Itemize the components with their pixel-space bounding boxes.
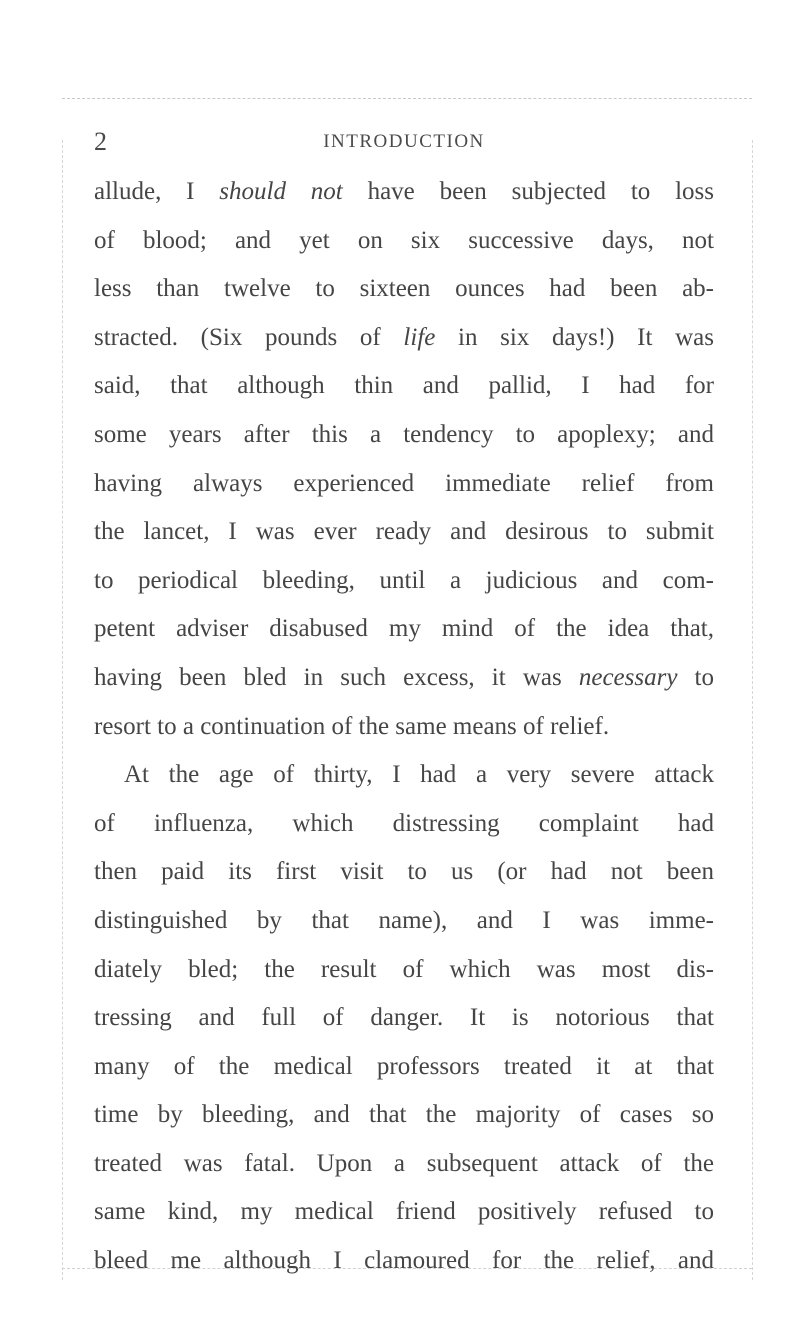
text-line: tressing and full of danger. It is notorious that xyxy=(94,1004,714,1032)
text-line: many of the medical professors treated it at that xyxy=(94,1052,714,1080)
text-line: less than twelve to sixteen ounces had been ab- xyxy=(94,275,714,303)
page-header xyxy=(94,124,714,160)
emphasis: necessary xyxy=(578,663,678,691)
text-line: distinguished by that name), and I was imme- xyxy=(94,906,714,934)
right-page-edge xyxy=(752,140,753,1280)
text-line: diately bled; the result of which was most dis- xyxy=(94,955,714,983)
paragraph-start-line: At the age of thirty, I had a very severe attack xyxy=(124,761,714,789)
text-line: some years after this a tendency to apoplexy; and xyxy=(94,420,714,448)
text-line: of influenza, which distressing complaint had xyxy=(94,809,714,837)
text-line: time by bleeding, and that the majority of cases so xyxy=(94,1101,714,1129)
text-line: having always experienced immediate relief from xyxy=(94,469,714,497)
left-page-edge xyxy=(62,140,63,1280)
paragraph-end-line: resort to a continuation of the same means of relief. xyxy=(94,712,610,740)
bottom-scan-rule xyxy=(62,1268,752,1269)
emphasis: should not xyxy=(219,178,343,205)
text-line: the lancet, I was ever ready and desirous to submit xyxy=(94,518,714,546)
text-line: to periodical bleeding, until a judicious and com- xyxy=(94,566,714,594)
text-line: having been bled in such excess, it was necessary to xyxy=(94,663,714,691)
text-line: same kind, my medical friend positively refused to xyxy=(94,1198,714,1226)
running-head: INTRODUCTION xyxy=(323,131,485,152)
page-number: 2 xyxy=(94,127,107,156)
emphasis: life xyxy=(403,323,436,351)
text-line: bleed me although I clamoured for the relief, and xyxy=(94,1247,714,1275)
text-line: of blood; and yet on six successive days, not xyxy=(94,226,714,254)
text-line: stracted. (Six pounds of life in six days!) It was xyxy=(94,323,714,351)
text-line: petent adviser disabused my mind of the idea that, xyxy=(94,615,714,643)
text-line: said, that although thin and pallid, I had for xyxy=(94,372,714,400)
text-line: then paid its first visit to us (or had not been xyxy=(94,858,714,886)
top-scan-rule xyxy=(62,98,752,99)
text-line: allude, I should not have been subjected to loss xyxy=(94,178,714,205)
text-line: treated was fatal. Upon a subsequent attack of the xyxy=(94,1149,714,1177)
body-text xyxy=(94,168,714,1286)
